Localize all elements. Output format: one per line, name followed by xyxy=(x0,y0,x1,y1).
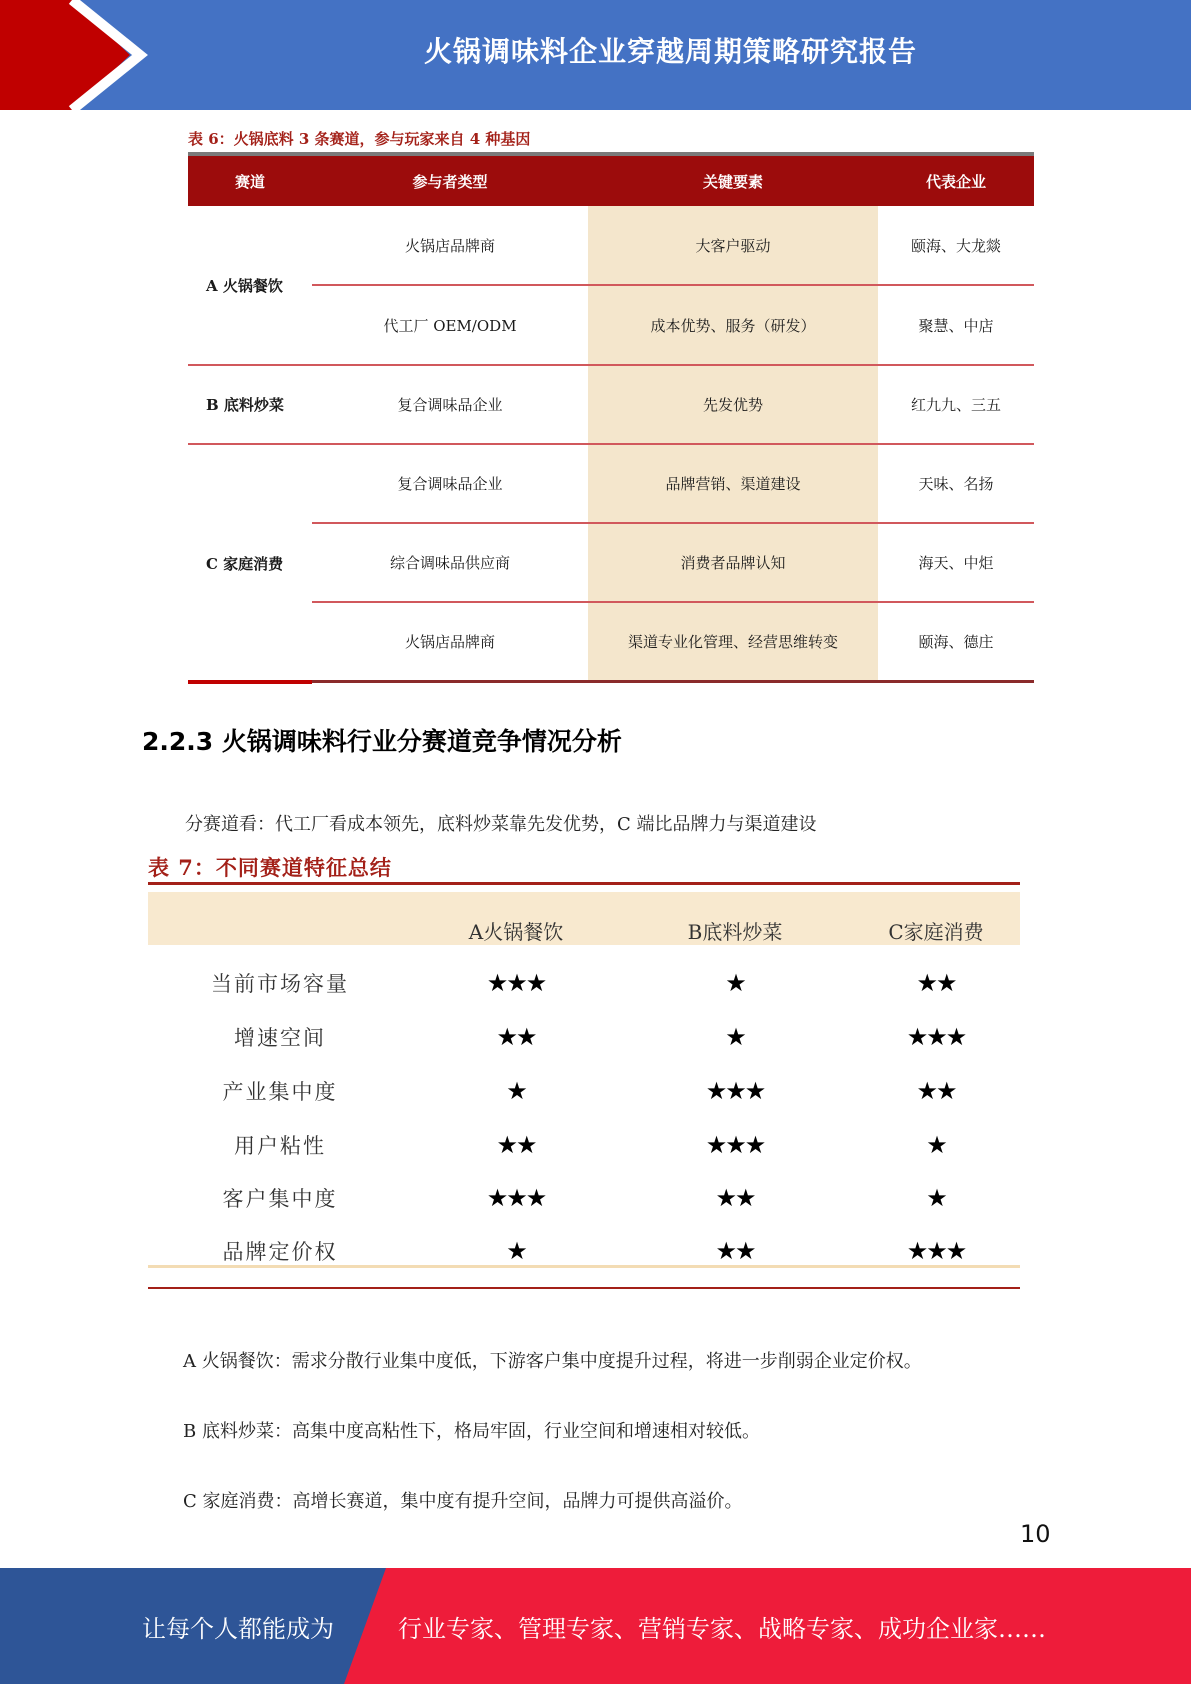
table6-cell-key: 品牌营销、渠道建设 xyxy=(665,475,801,493)
table6-cell-type: 复合调味品企业 xyxy=(397,396,503,414)
section-intro: 分赛道看：代工厂看成本领先，底料炒菜靠先发优势，C 端比品牌力与渠道建设 xyxy=(185,814,817,835)
table7-star-rating: ★ xyxy=(926,1184,946,1212)
table7-star-rating: ★★★ xyxy=(486,969,546,997)
table7-star-rating: ★★ xyxy=(916,969,956,997)
table6-header-key: 关键要素 xyxy=(702,172,763,191)
table7-star-rating: ★★ xyxy=(715,1237,755,1265)
page-number: 10 xyxy=(1020,1520,1051,1548)
table7-star-rating: ★★ xyxy=(916,1077,956,1105)
table6-cell-key: 渠道专业化管理、经营思维转变 xyxy=(627,633,838,651)
table6-cell-type: 综合调味品供应商 xyxy=(389,554,510,572)
table7-star-rating: ★★★ xyxy=(705,1077,765,1105)
table6-cell-key: 成本优势、服务（研发） xyxy=(650,316,816,335)
table6-header-type: 参与者类型 xyxy=(412,172,488,191)
table6-group-b: B 底料炒菜 xyxy=(206,396,284,414)
table7-row-label: 用户粘性 xyxy=(234,1134,326,1158)
section-heading: 2.2.3 火锅调味料行业分赛道竞争情况分析 xyxy=(142,727,622,756)
table7-col-b: B底料炒菜 xyxy=(687,919,783,944)
table6-header-rep: 代表企业 xyxy=(925,172,986,191)
table7-top-rule xyxy=(148,882,1020,885)
paragraph-b: B 底料炒菜：高集中度高粘性下，格局牢固，行业空间和增速相对较低。 xyxy=(183,1421,760,1442)
paragraph-a: A 火锅餐饮：需求分散行业集中度低，下游客户集中度提升过程，将进一步削弱企业定价权。 xyxy=(183,1351,922,1372)
table7-row-label: 客户集中度 xyxy=(222,1187,338,1211)
table7-star-rating: ★★ xyxy=(496,1131,536,1159)
table6-cell-key: 先发优势 xyxy=(702,396,763,414)
table7-star-rating: ★ xyxy=(725,969,745,997)
table6-header-track: 赛道 xyxy=(234,172,265,191)
table7-star-rating: ★★ xyxy=(715,1184,755,1212)
table6-cell-key: 消费者品牌认知 xyxy=(680,554,786,572)
table7-col-a: A火锅餐饮 xyxy=(468,919,564,944)
table7-star-rating: ★ xyxy=(506,1077,526,1105)
table7-bottom-rule xyxy=(148,1287,1020,1289)
table6-cell-rep: 颐海、德庄 xyxy=(918,633,994,651)
table6-bottom-accent xyxy=(188,680,312,684)
table6-cell-rep: 天味、名扬 xyxy=(918,475,994,493)
table7-col-c: C家庭消费 xyxy=(888,919,984,944)
table7-row-label: 品牌定价权 xyxy=(222,1240,338,1264)
table7-star-rating: ★★★ xyxy=(705,1131,765,1159)
table6-cell-rep: 颐海、大龙燚 xyxy=(910,236,1001,255)
table6-group-c: C 家庭消费 xyxy=(206,554,284,573)
table7-star-rating: ★ xyxy=(926,1131,946,1159)
page-header xyxy=(0,0,1191,110)
table6-header-row xyxy=(188,152,1034,206)
table6-caption: 表 6：火锅底料 3 条赛道，参与玩家来自 4 种基因 xyxy=(188,130,531,148)
footer-slogan-left: 让每个人都能成为 xyxy=(142,1614,334,1643)
table6-cell-key: 大客户驱动 xyxy=(695,236,771,255)
page-header-title: 火锅调味料企业穿越周期策略研究报告 xyxy=(423,35,917,68)
table7-star-rating: ★★★ xyxy=(486,1184,546,1212)
table6-cell-type: 火锅店品牌商 xyxy=(404,236,495,255)
table7-bottom-rule-light xyxy=(148,1265,1020,1268)
table6-cell-rep: 红九九、三五 xyxy=(910,396,1001,414)
table7-star-rating: ★★★ xyxy=(906,1023,966,1051)
table7-row-label: 产业集中度 xyxy=(222,1080,338,1104)
table6-cell-type: 代工厂 OEM/ODM xyxy=(383,316,517,335)
table6 xyxy=(188,152,1034,686)
table6-cell-type: 复合调味品企业 xyxy=(397,475,503,493)
paragraph-c: C 家庭消费：高增长赛道，集中度有提升空间，品牌力可提供高溢价。 xyxy=(183,1491,743,1512)
footer-slogan-right: 行业专家、管理专家、营销专家、战略专家、成功企业家…… xyxy=(398,1614,1046,1643)
table6-cell-type: 火锅店品牌商 xyxy=(404,633,495,651)
table7-caption: 表 7：不同赛道特征总结 xyxy=(148,855,392,880)
table7-star-rating: ★ xyxy=(725,1023,745,1051)
page-footer xyxy=(0,1568,1191,1684)
table7-star-rating: ★★ xyxy=(496,1023,536,1051)
table6-cell-rep: 聚慧、中店 xyxy=(918,316,994,335)
table7-star-rating: ★ xyxy=(506,1237,526,1265)
table6-cell-rep: 海天、中炬 xyxy=(918,554,994,572)
chevron-logo-icon xyxy=(0,0,160,110)
table7-star-rating: ★★★ xyxy=(906,1237,966,1265)
table6-group-a: A 火锅餐饮 xyxy=(206,276,283,295)
table7-row-label: 增速空间 xyxy=(234,1026,326,1050)
table6-bottom-rule xyxy=(188,680,1034,683)
table7-row-label: 当前市场容量 xyxy=(211,972,349,996)
